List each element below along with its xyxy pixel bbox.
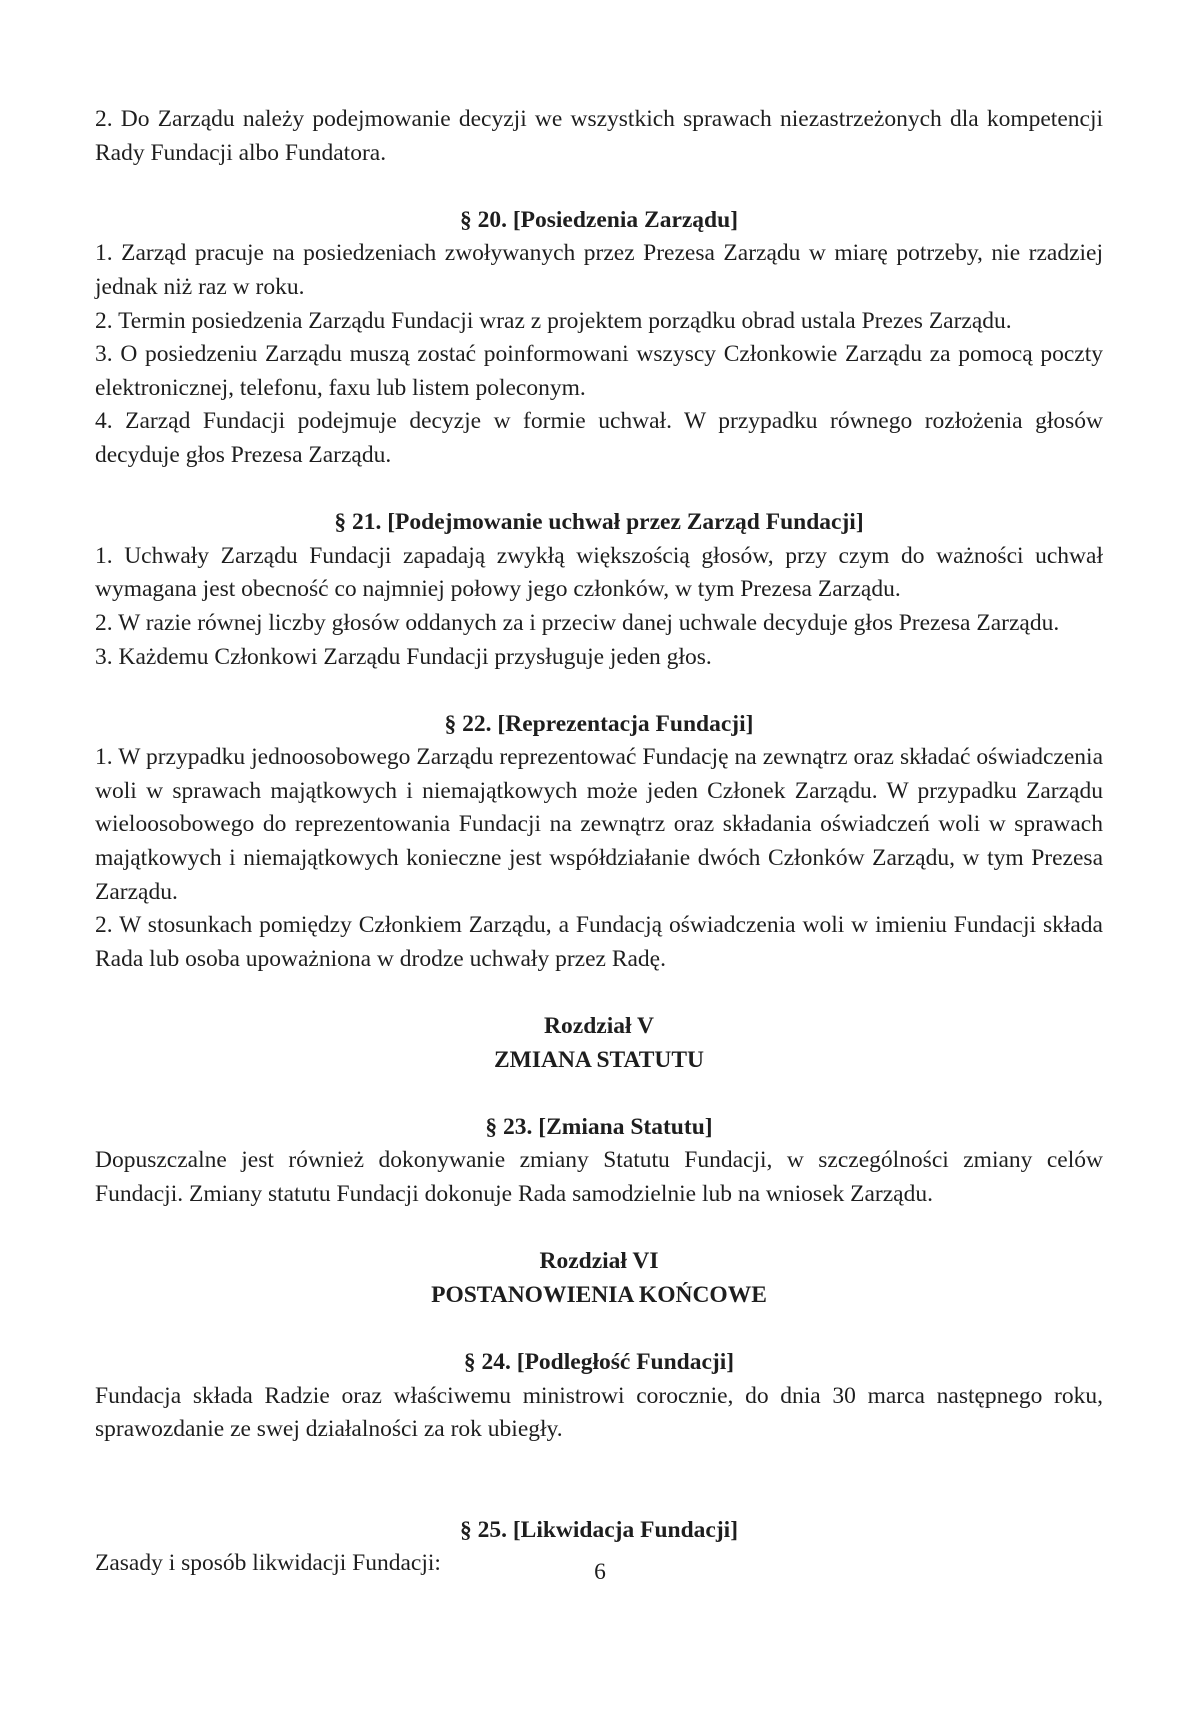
paragraph-20-4: 4. Zarząd Fundacji podejmuje decyzje w formie uchwał. W przypadku równego rozłożenia głosów decyduje głos Prezesa Zarządu. [95, 408, 1103, 468]
chapter-6-title: POSTANOWIENIA KOŃCOWE [431, 1281, 767, 1308]
spacer [95, 1077, 1103, 1111]
paragraph-20-2: 2. Termin posiedzenia Zarządu Fundacji wraz z projektem porządku obrad ustala Prezes Zarządu. [95, 307, 1012, 334]
section-22-heading: § 22. [Reprezentacja Fundacji] [444, 710, 754, 737]
spacer [95, 473, 1103, 507]
spacer [95, 1312, 1103, 1346]
section-25-heading: § 25. [Likwidacja Fundacji] [459, 1516, 739, 1543]
paragraph-21-2: 2. W razie równej liczby głosów oddanych za i przeciw danej uchwale decyduje głos Prezesa Zarządu. [95, 609, 1060, 636]
spacer [95, 976, 1103, 1010]
page-number: 6 [594, 1559, 606, 1585]
paragraph-24-1: Fundacja składa Radzie oraz właściwemu ministrowi corocznie, do dnia 30 marca następnego roku, sprawozdanie ze swej działalności za rok ubiegły. [95, 1382, 1103, 1443]
chapter-5-number: Rozdział V [544, 1013, 654, 1040]
paragraph-20-1: 1. Zarząd pracuje na posiedzeniach zwoływanych przez Prezesa Zarządu w miarę potrzeby, nie rzadziej jednak niż raz w roku. [95, 240, 1103, 300]
spacer [95, 674, 1103, 708]
chapter-5-title: ZMIANA STATUTU [493, 1046, 704, 1073]
document-page [95, 103, 1103, 1581]
paragraph-20-3: 3. O posiedzeniu Zarządu muszą zostać poinformowani wszyscy Członkowie Zarządu za pomocą poczty elektronicznej, telefonu, faxu lub listem poleconym. [95, 341, 1103, 401]
paragraph-21-1: 1. Uchwały Zarządu Fundacji zapadają zwykłą większością głosów, przy czym do ważności uchwał wymagana jest obecność co najmniej połowy jego członków, w tym Prezesa Zarządu. [95, 542, 1103, 603]
section-20-heading: § 20. [Posiedzenia Zarządu] [459, 206, 739, 233]
section-24-heading: § 24. [Podległość Fundacji] [463, 1348, 735, 1375]
paragraph-25-1: Zasady i sposób likwidacji Fundacji: [95, 1550, 441, 1577]
paragraph-22-1: 1. W przypadku jednoosobowego Zarządu reprezentować Fundację na zewnątrz oraz składać oświadczenia woli w sprawach majątkowych i niemajątkowych może jeden Członek Zarządu. W przypadku Zarządu wieloosobowego do reprezentowania Fundacji na zewnątrz oraz składania oświadczeń woli w sprawach majątkowych i niemajątkowych konieczne jest współdziałanie dwóch Członków Zarządu, w tym Prezesa Zarządu. [95, 744, 1103, 905]
paragraph-19-2: 2. Do Zarządu należy podejmowanie decyzji we wszystkich sprawach niezastrzeżonych dla kompetencji Rady Fundacji albo Fundatora. [95, 106, 1103, 166]
paragraph-22-2: 2. W stosunkach pomiędzy Członkiem Zarządu, a Fundacją oświadczenia woli w imieniu Fundacji składa Rada lub osoba upoważniona w drodze uchwały przez Radę. [95, 912, 1103, 972]
paragraph-21-3: 3. Każdemu Członkowi Zarządu Fundacji przysługuje jeden głos. [95, 643, 712, 670]
section-21-heading: § 21. [Podejmowanie uchwał przez Zarząd Fundacji] [334, 509, 864, 536]
chapter-6-number: Rozdział VI [539, 1248, 659, 1275]
spacer [95, 170, 1103, 204]
spacer [95, 1447, 1103, 1514]
paragraph-23-1: Dopuszczalne jest również dokonywanie zmiany Statutu Fundacji, w szczególności zmiany celów Fundacji. Zmiany statutu Fundacji dokonuje Rada samodzielnie lub na wniosek Zarządu. [95, 1147, 1103, 1207]
section-23-heading: § 23. [Zmiana Statutu] [485, 1113, 713, 1140]
spacer [95, 1212, 1103, 1246]
